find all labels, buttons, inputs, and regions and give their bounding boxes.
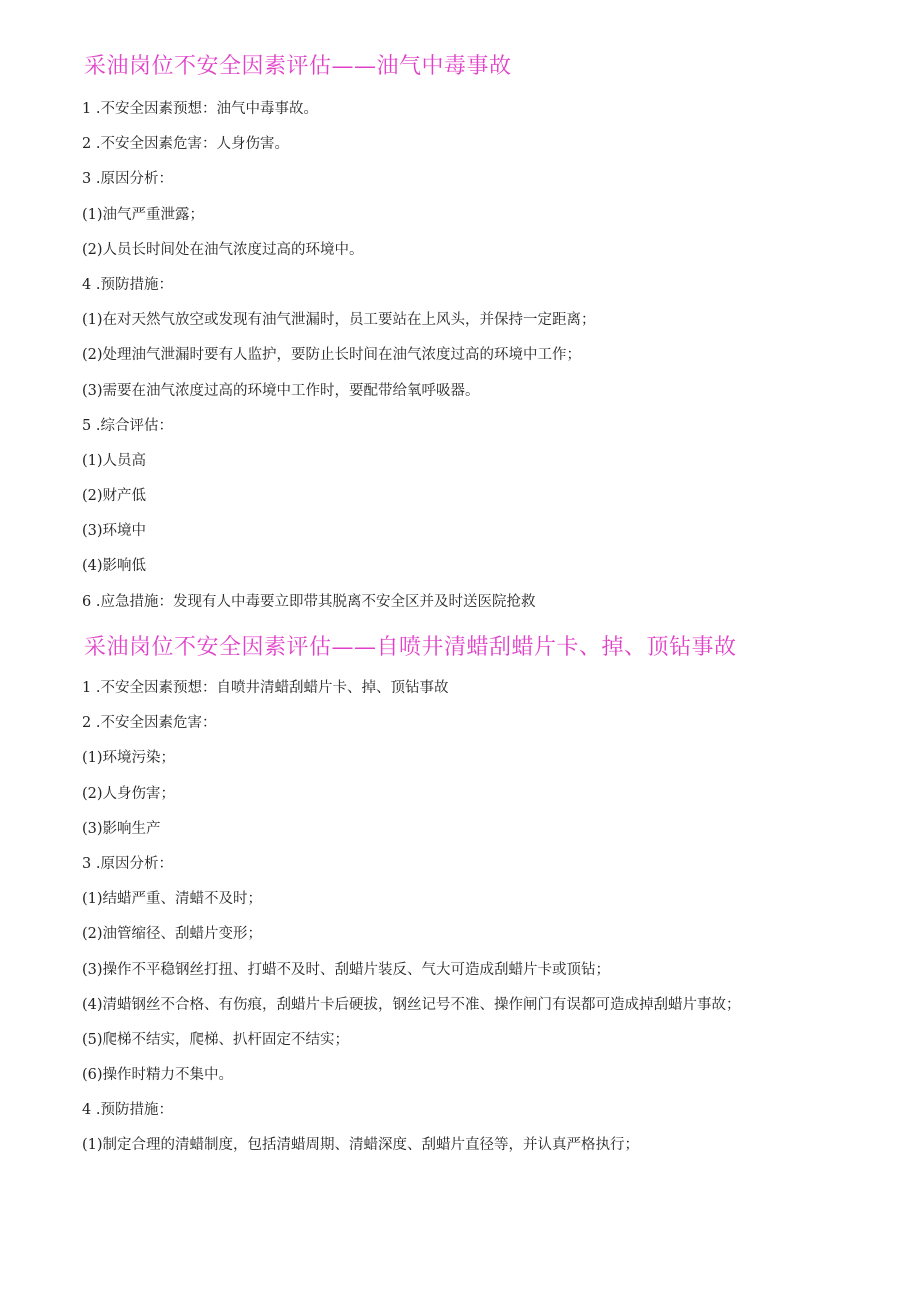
item-line: 6 .应急措施：发现有人中毒要立即带其脱离不安全区并及时送医院抢救 <box>82 593 536 610</box>
item-line: 1 .不安全因素预想：自喷井清蜡刮蜡片卡、掉、顶钻事故 <box>82 680 449 696</box>
item-line: (2)油管缩径、刮蜡片变形； <box>82 926 263 943</box>
item-line: 3 .原因分析： <box>82 171 173 188</box>
item-line: 2 .不安全因素危害：人身伤害。 <box>82 136 289 153</box>
item-line: (5)爬梯不结实，爬梯、扒杆固定不结实； <box>82 1031 350 1048</box>
item-line: 4 .预防措施： <box>82 1102 173 1119</box>
item-line: 5 .综合评估： <box>82 417 173 434</box>
item-line: (1)结蜡严重、清蜡不及时； <box>82 891 263 908</box>
item-line: (2)人员长时间处在油气浓度过高的环境中。 <box>82 241 364 258</box>
item-line: (6)操作时精力不集中。 <box>82 1067 234 1084</box>
item-line: (3)需要在油气浓度过高的环境中工作时，要配带给氧呼吸器。 <box>82 382 480 399</box>
item-line: (2)人身伤害； <box>82 785 176 802</box>
item-line: (4)影响低 <box>82 558 147 575</box>
item-line: (1)人员高 <box>82 452 147 469</box>
item-line: 3 .原因分析： <box>82 855 173 872</box>
item-line: 4 .预防措施： <box>82 276 173 293</box>
item-line: (1)油气严重泄露； <box>82 206 205 223</box>
section-title: 采油岗位不安全因素评估——油气中毒事故 <box>84 54 512 79</box>
section-paraffin-scraper-accident <box>0 629 920 1164</box>
item-line: (4)清蜡钢丝不合格、有伤痕，刮蜡片卡后硬拔，钢丝记号不准、操作闸门有误都可造成掉刮蜡片事故； <box>82 996 741 1013</box>
item-line: (1)在对天然气放空或发现有油气泄漏时，员工要站在上风头，并保持一定距离； <box>82 312 596 329</box>
item-line: 2 .不安全因素危害： <box>82 715 217 732</box>
item-line: (1)环境污染； <box>82 750 176 767</box>
section-title: 采油岗位不安全因素评估——自喷井清蜡刮蜡片卡、掉、顶钻事故 <box>84 635 737 660</box>
item-line: (3)环境中 <box>82 523 147 540</box>
item-line: (3)影响生产 <box>82 820 161 837</box>
item-line: (3)操作不平稳钢丝打扭、打蜡不及时、刮蜡片装反、气大可造成刮蜡片卡或顶钻； <box>82 961 611 978</box>
item-line: (1)制定合理的清蜡制度，包括清蜡周期、清蜡深度、刮蜡片直径等，并认真严格执行； <box>82 1137 640 1154</box>
item-line: (2)处理油气泄漏时要有人监护，要防止长时间在油气浓度过高的环境中工作； <box>82 347 582 364</box>
item-line: 1 .不安全因素预想：油气中毒事故。 <box>82 101 318 117</box>
section-oil-gas-poisoning <box>0 48 920 620</box>
item-line: (2)财产低 <box>82 488 147 505</box>
